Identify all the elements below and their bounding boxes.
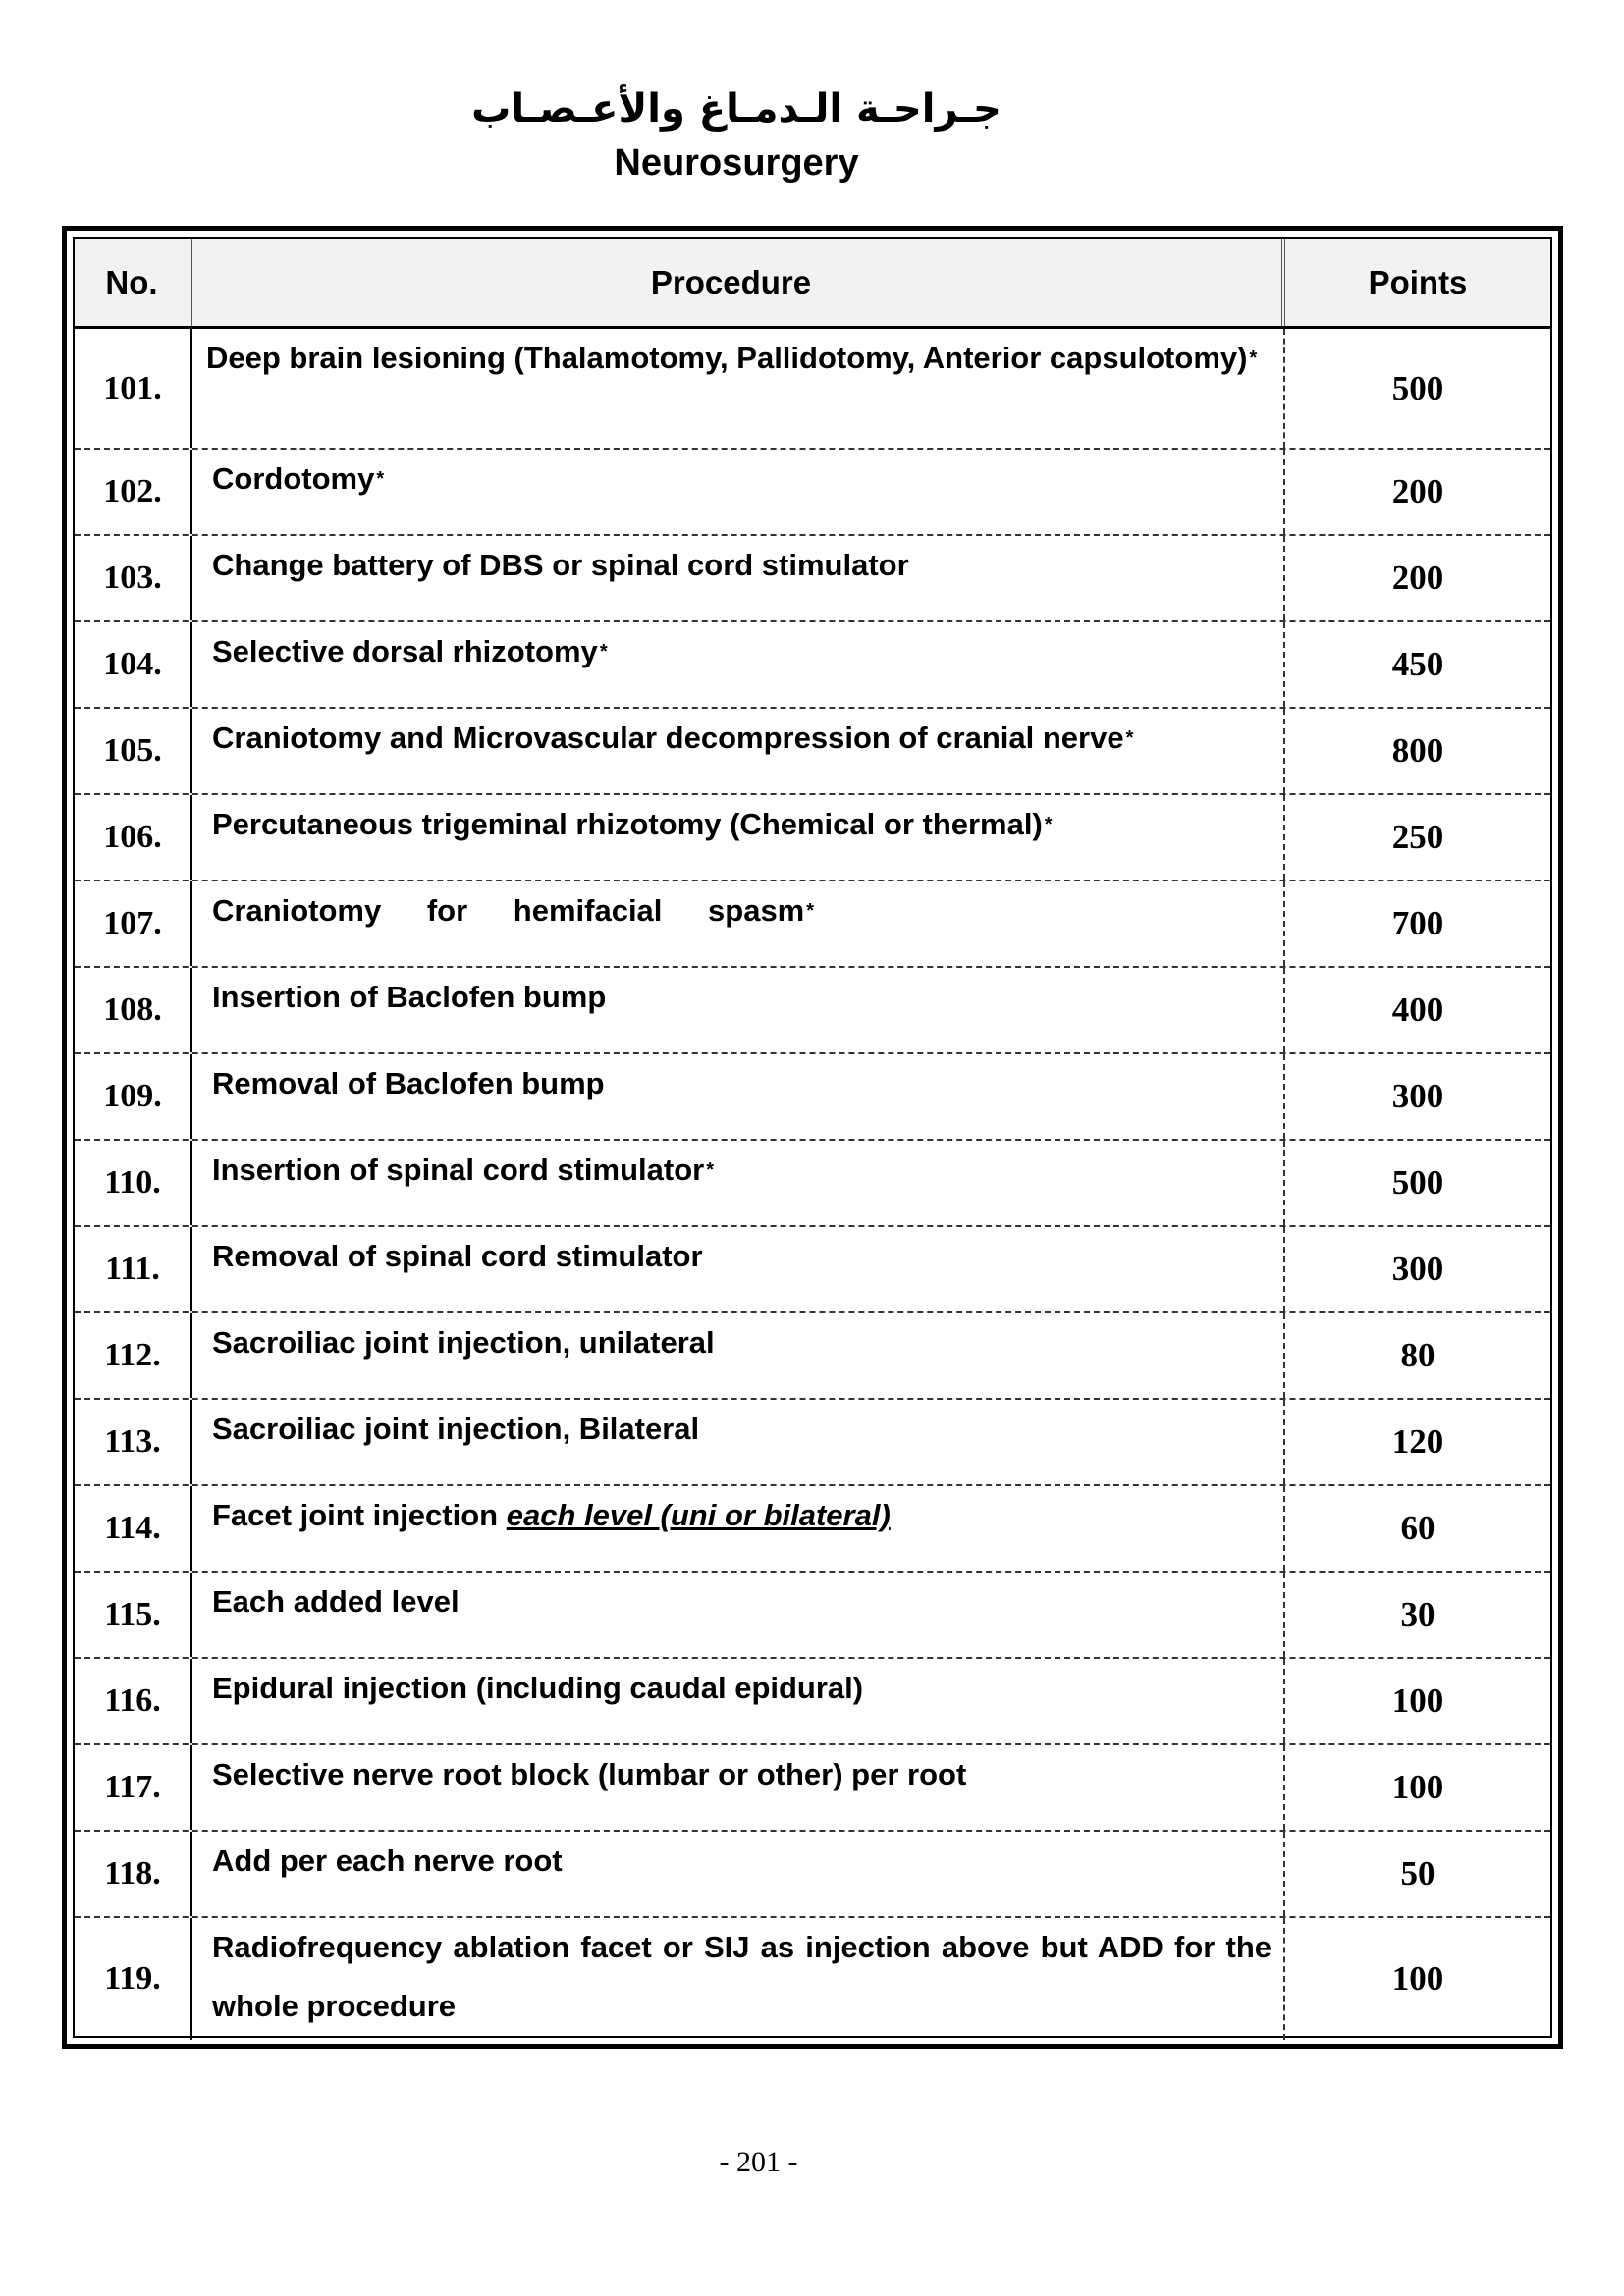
row-number: 104. bbox=[75, 622, 192, 707]
procedure-cell bbox=[192, 1054, 1285, 1139]
asterisk-mark: * bbox=[1044, 814, 1053, 835]
procedure-text bbox=[212, 881, 814, 940]
procedure-cell bbox=[192, 536, 1285, 620]
procedure-text bbox=[212, 968, 608, 1027]
procedure-cell bbox=[192, 1313, 1285, 1398]
row-number: 113. bbox=[75, 1400, 192, 1484]
row-number: 101. bbox=[75, 329, 192, 448]
row-number: 102. bbox=[75, 450, 192, 534]
page-title-arabic: جـراحـة الـدمـاغ والأعـصـاب bbox=[471, 86, 1001, 132]
table-row bbox=[75, 1832, 1550, 1918]
table-row bbox=[75, 536, 1550, 622]
points-value: 800 bbox=[1391, 731, 1444, 770]
procedure-cell bbox=[192, 1141, 1285, 1225]
asterisk-mark: * bbox=[376, 468, 385, 490]
procedure-label: Radiofrequency ablation facet or SIJ as injection above but ADD for the whole procedure bbox=[212, 1930, 1272, 2023]
procedure-label: Craniotomy and Microvascular decompression of cranial nerve bbox=[212, 721, 1124, 755]
row-number: 108. bbox=[75, 968, 192, 1052]
procedure-text bbox=[212, 1054, 607, 1113]
procedure-cell bbox=[192, 1486, 1285, 1571]
row-number: 119. bbox=[75, 1918, 192, 2040]
table-row bbox=[75, 1573, 1550, 1659]
procedure-cell bbox=[192, 329, 1285, 448]
procedure-label: Sacroiliac joint injection, Bilateral bbox=[212, 1412, 700, 1446]
points-value: 450 bbox=[1391, 645, 1444, 683]
table-row bbox=[75, 1141, 1550, 1227]
procedure-cell bbox=[192, 1745, 1285, 1830]
table-row bbox=[75, 1054, 1550, 1141]
row-number: 105. bbox=[75, 709, 192, 793]
table-row bbox=[75, 329, 1550, 450]
procedure-cell bbox=[192, 450, 1285, 534]
procedure-label: Removal of Baclofen bump bbox=[212, 1066, 605, 1100]
table-row bbox=[75, 1745, 1550, 1832]
points-value: 250 bbox=[1391, 818, 1444, 856]
procedure-label: Cordotomy bbox=[212, 461, 375, 496]
procedure-label: Selective dorsal rhizotomy bbox=[212, 634, 598, 668]
procedure-text bbox=[212, 795, 1053, 854]
procedure-label: Deep brain lesioning (Thalamotomy, Pallidotomy, Anterior capsulotomy) bbox=[206, 341, 1248, 375]
row-number: 114. bbox=[75, 1486, 192, 1571]
table-row bbox=[75, 1400, 1550, 1486]
table-row bbox=[75, 795, 1550, 881]
points-value: 200 bbox=[1391, 559, 1444, 597]
points-value: 300 bbox=[1391, 1077, 1444, 1115]
table-row bbox=[75, 1486, 1550, 1573]
row-number: 103. bbox=[75, 536, 192, 620]
procedure-table bbox=[62, 226, 1563, 2049]
asterisk-mark: * bbox=[599, 641, 608, 663]
procedure-cell bbox=[192, 622, 1285, 707]
procedure-label: Change battery of DBS or spinal cord stimulator bbox=[212, 548, 909, 582]
row-number: 110. bbox=[75, 1141, 192, 1225]
procedure-cell bbox=[192, 1400, 1285, 1484]
procedure-label: Removal of spinal cord stimulator bbox=[212, 1239, 703, 1273]
procedure-emphasis: each level (uni or bilateral) bbox=[506, 1498, 891, 1532]
asterisk-mark: * bbox=[806, 900, 815, 922]
procedure-label: Selective nerve root block (lumbar or other) per root bbox=[212, 1757, 967, 1791]
table-row bbox=[75, 968, 1550, 1054]
row-number: 106. bbox=[75, 795, 192, 880]
procedure-cell bbox=[192, 968, 1285, 1052]
procedure-cell bbox=[192, 881, 1285, 966]
table-row bbox=[75, 1313, 1550, 1400]
procedure-text bbox=[212, 1918, 1272, 2036]
table-row bbox=[75, 881, 1550, 968]
row-number: 115. bbox=[75, 1573, 192, 1657]
procedure-text bbox=[212, 709, 1133, 768]
procedure-cell bbox=[192, 1832, 1285, 1916]
row-number: 107. bbox=[75, 881, 192, 966]
procedure-text bbox=[212, 1832, 565, 1891]
table-row bbox=[75, 709, 1550, 795]
asterisk-mark: * bbox=[706, 1159, 715, 1181]
procedure-cell bbox=[192, 795, 1285, 880]
procedure-text bbox=[212, 1486, 891, 1545]
column-header-no: No. bbox=[75, 239, 192, 326]
points-value: 200 bbox=[1391, 472, 1444, 510]
points-value: 60 bbox=[1400, 1509, 1435, 1547]
page-title: Neurosurgery bbox=[614, 142, 859, 184]
procedure-label: Sacroiliac joint injection, unilateral bbox=[212, 1325, 715, 1360]
procedure-text bbox=[206, 329, 1257, 388]
points-value: 80 bbox=[1400, 1336, 1435, 1374]
procedure-text bbox=[212, 1573, 461, 1631]
procedure-label: Craniotomy for hemifacial spasm bbox=[212, 893, 805, 928]
points-value: 120 bbox=[1391, 1422, 1444, 1461]
procedure-label: Facet joint injection bbox=[212, 1498, 499, 1532]
points-value: 100 bbox=[1391, 1682, 1444, 1720]
procedure-text bbox=[212, 622, 608, 681]
table-row bbox=[75, 1659, 1550, 1745]
row-number: 116. bbox=[75, 1659, 192, 1743]
points-value: 500 bbox=[1391, 368, 1444, 407]
procedure-text bbox=[212, 1745, 968, 1804]
points-value: 30 bbox=[1400, 1595, 1435, 1633]
row-number: 111. bbox=[75, 1227, 192, 1311]
procedure-cell bbox=[192, 1659, 1285, 1743]
procedure-cell bbox=[192, 1918, 1285, 2040]
row-number: 112. bbox=[75, 1313, 192, 1398]
procedure-table-inner bbox=[73, 237, 1552, 2038]
column-header-procedure: Procedure bbox=[192, 239, 1285, 326]
procedure-text bbox=[212, 1227, 705, 1286]
procedure-label: Each added level bbox=[212, 1584, 460, 1619]
procedure-text bbox=[212, 1313, 717, 1372]
points-value: 300 bbox=[1391, 1250, 1444, 1288]
table-row bbox=[75, 622, 1550, 709]
asterisk-mark: * bbox=[1125, 727, 1134, 749]
procedure-text bbox=[212, 450, 384, 508]
procedure-cell bbox=[192, 1573, 1285, 1657]
procedure-text bbox=[212, 536, 911, 595]
points-value: 700 bbox=[1391, 904, 1444, 942]
procedure-label: Add per each nerve root bbox=[212, 1843, 563, 1878]
row-number: 109. bbox=[75, 1054, 192, 1139]
row-number: 118. bbox=[75, 1832, 192, 1916]
page-number: - 201 - bbox=[719, 2146, 798, 2178]
points-value: 100 bbox=[1391, 1768, 1444, 1806]
points-value: 100 bbox=[1391, 1959, 1444, 1998]
table-header-row bbox=[75, 239, 1550, 329]
procedure-label: Insertion of Baclofen bump bbox=[212, 980, 607, 1014]
procedure-cell bbox=[192, 1227, 1285, 1311]
procedure-label: Epidural injection (including caudal epidural) bbox=[212, 1671, 864, 1705]
points-value: 50 bbox=[1400, 1854, 1435, 1893]
procedure-text bbox=[212, 1659, 865, 1718]
procedure-text bbox=[212, 1141, 714, 1200]
table-row bbox=[75, 450, 1550, 536]
procedure-cell bbox=[192, 709, 1285, 793]
points-value: 500 bbox=[1391, 1163, 1444, 1201]
table-row bbox=[75, 1227, 1550, 1313]
column-header-points: Points bbox=[1368, 263, 1468, 300]
asterisk-mark: * bbox=[1249, 347, 1258, 369]
procedure-text bbox=[212, 1400, 701, 1459]
points-value: 400 bbox=[1391, 990, 1444, 1029]
procedure-label: Percutaneous trigeminal rhizotomy (Chemical or thermal) bbox=[212, 807, 1043, 841]
row-number: 117. bbox=[75, 1745, 192, 1830]
table-row bbox=[75, 1918, 1550, 2040]
procedure-label: Insertion of spinal cord stimulator bbox=[212, 1152, 705, 1187]
